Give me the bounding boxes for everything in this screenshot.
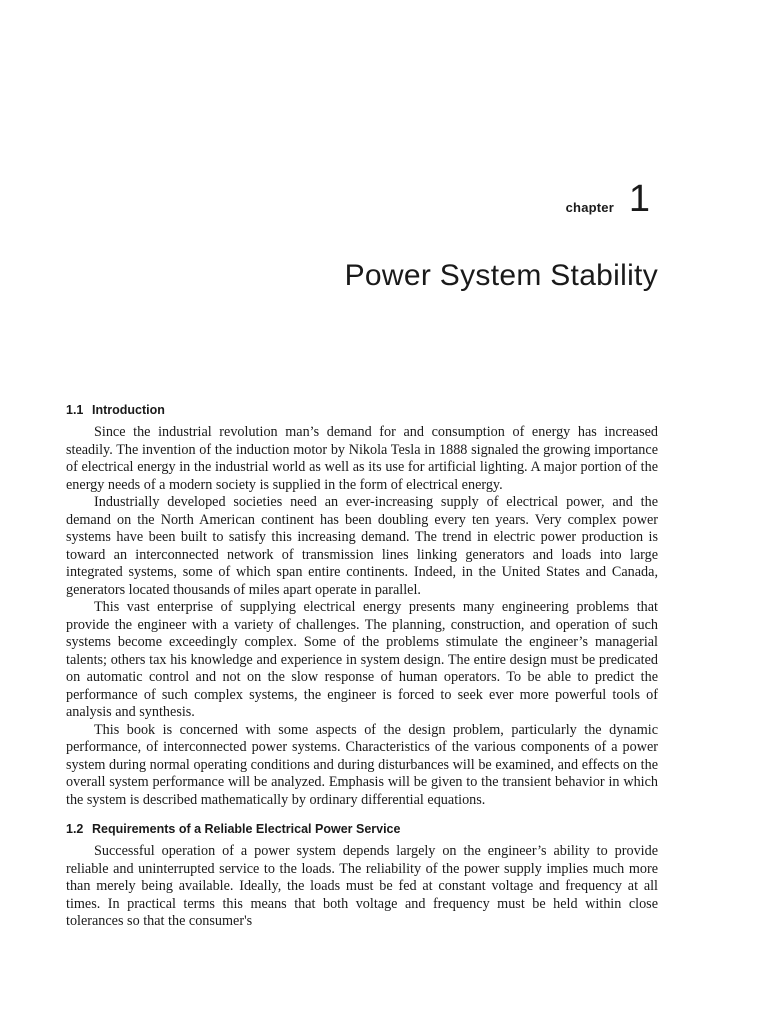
- page-body: [66, 402, 658, 931]
- chapter-label: chapter: [565, 200, 614, 215]
- section-heading-requirements: [66, 821, 658, 838]
- paragraph: Industrially developed societies need an ever-increasing supply of electrical power, and the demand on the North American continent has been doubling every ten years. Very complex power systems have been built to satisfy this increasing demand. The trend in electric power production is toward an interconnected network of transmission lines linking generators and loads into large integrated systems, some of which span entire continents. Indeed, in the United States and Canada, generators located thousands of miles apart operate in parallel.: [66, 494, 658, 598]
- paragraph: Since the industrial revolution man’s demand for and consumption of energy has increased steadily. The invention of the induction motor by Nikola Tesla in 1888 signaled the growing importance of electrical energy in the industrial world as well as its use for artificial lighting. A major portion of the energy needs of a modern society is supplied in the form of electrical energy.: [66, 424, 658, 493]
- section-title: Introduction: [92, 403, 165, 417]
- chapter-number: 1: [628, 178, 650, 220]
- section-heading-introduction: [66, 402, 658, 419]
- section-title: Requirements of a Reliable Electrical Power Service: [92, 822, 401, 836]
- section-number: 1.1: [66, 403, 84, 417]
- paragraph: This vast enterprise of supplying electrical energy presents many engineering problems that provide the engineer with a variety of challenges. The planning, construction, and operation of such systems become exceedingly complex. Some of the problems stimulate the engineer’s managerial talents; others tax his knowledge and experience in system design. The entire design must be predicated on automatic control and not on the slow response of human operators. To be able to predict the performance of such complex systems, the engineer is forced to seek ever more powerful tools of analysis and synthesis.: [66, 599, 658, 720]
- section-number: 1.2: [66, 822, 84, 836]
- paragraph: This book is concerned with some aspects of the design problem, particularly the dynamic performance, of interconnected power systems. Characteristics of the various components of a power system during normal operating conditions and during disturbances will be examined, and effects on the overall system performance will be analyzed. Emphasis will be given to the transient behavior in which the system is described mathematically by ordinary differential equations.: [66, 721, 658, 808]
- paragraph: Successful operation of a power system depends largely on the engineer’s ability to provide reliable and uninterrupted service to the loads. The reliability of the power supply implies much more than merely being available. Ideally, the loads must be fed at constant voltage and frequency at all times. In practical terms this means that both voltage and frequency must be held within close tolerances so that the consumer's: [66, 843, 658, 929]
- chapter-title: Power System Stability: [344, 259, 658, 292]
